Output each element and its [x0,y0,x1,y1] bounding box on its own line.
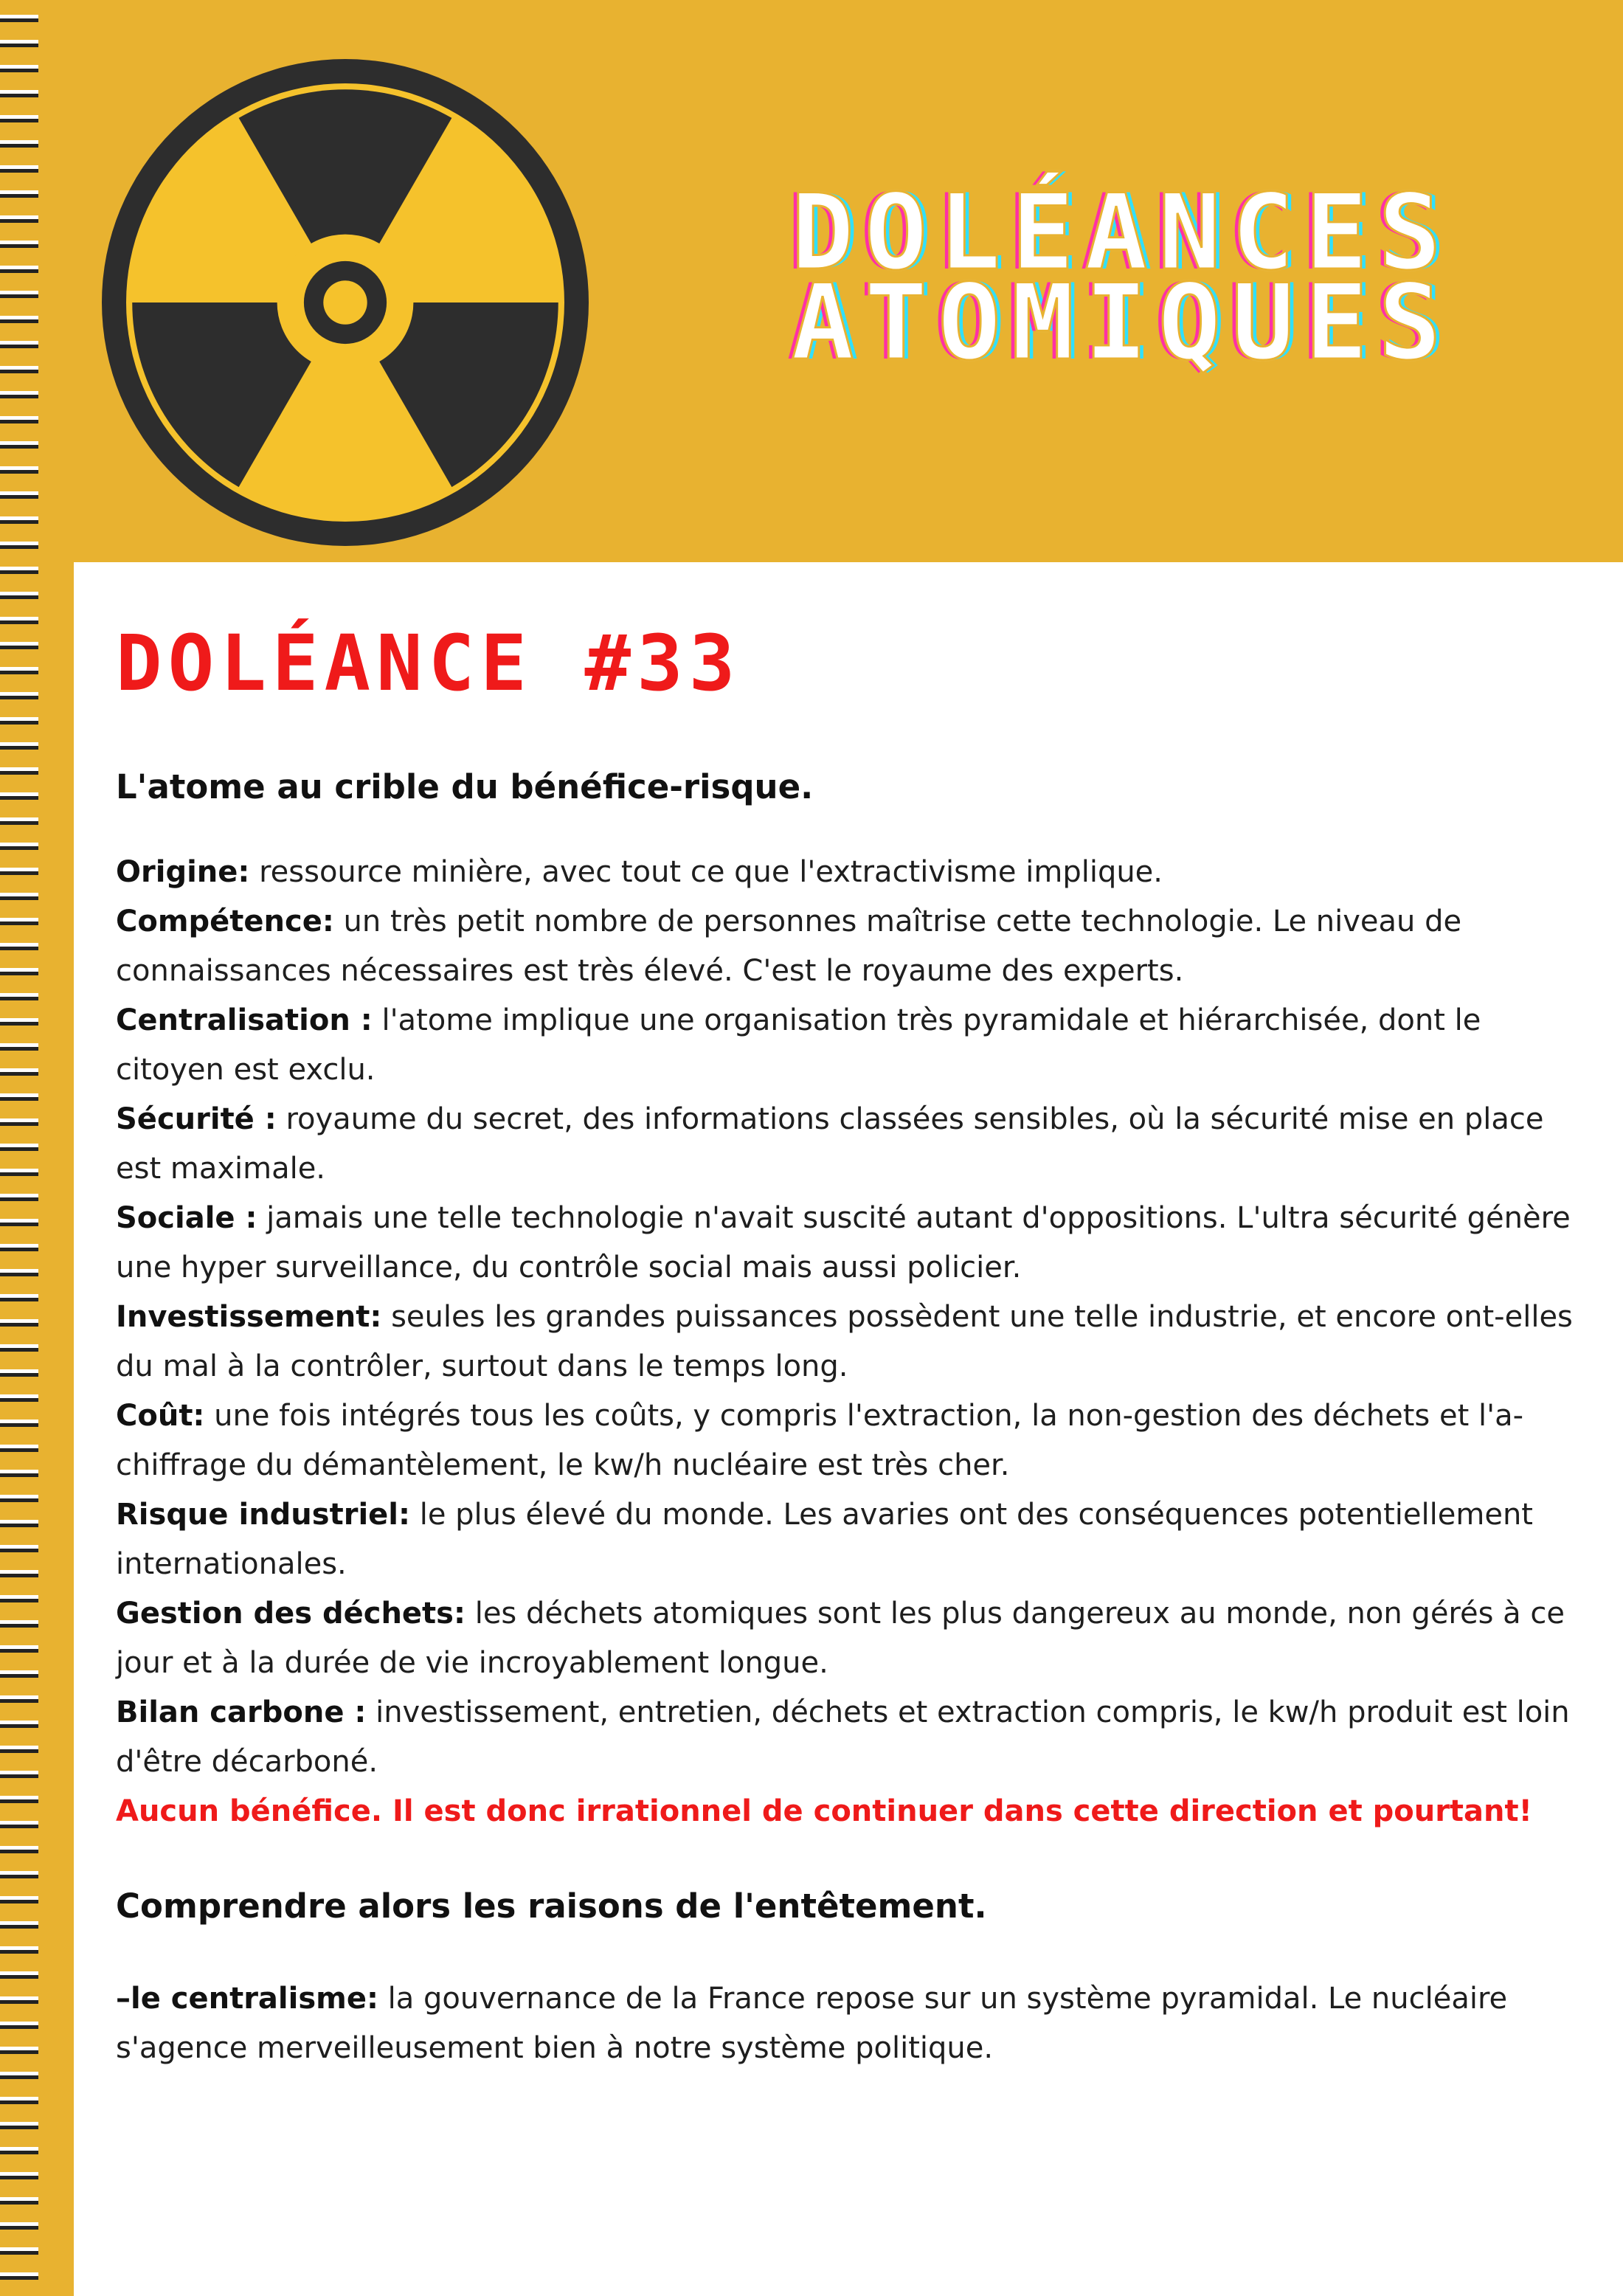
reason-centralisme [116,1974,1584,2073]
spiral-binding [0,0,74,2296]
item-competence [116,897,1584,996]
item-text: royaume du secret, des informations classées sensibles, où la sécurité mise en place est maximale. [116,1102,1544,1186]
item-text: ressource minière, avec tout ce que l'extractivisme implique. [249,855,1163,889]
item-label: Sociale : [116,1201,257,1235]
item-text: les déchets atomiques sont les plus dangereux au monde, non gérés à ce jour et à la durée de vie incroyablement longue. [116,1597,1565,1680]
item-securite [116,1095,1584,1194]
conclusion-text: Aucun bénéfice. Il est donc irrationnel de continuer dans cette direction et pourtant! [116,1794,1532,1828]
item-text: un très petit nombre de personnes maîtrise cette technologie. Le niveau de connaissances nécessaires est très élevé. C'est le royaume des experts. [116,905,1462,988]
item-risque-industriel [116,1490,1584,1589]
title-line-1: DOLÉANCES [791,172,1452,294]
item-label: Origine: [116,855,250,889]
item-label: Compétence: [116,905,334,938]
reason-text: la gouvernance de la France repose sur un système pyramidal. Le nucléaire s'agence merveilleusement bien à notre système politique. [116,1982,1508,2065]
item-text: jamais une telle technologie n'avait suscité autant d'oppositions. L'ultra sécurité génère une hyper surveillance, du contrôle social mais aussi policier. [116,1201,1571,1284]
item-sociale [116,1194,1584,1293]
item-text: l'atome implique une organisation très pyramidale et hiérarchisée, dont le citoyen est exclu. [116,1003,1481,1087]
radiation-icon [102,59,589,546]
item-centralisation [116,996,1584,1095]
doleance-content [116,767,1584,2073]
item-origine [116,848,1584,897]
item-text: investissement, entretien, déchets et extraction compris, le kw/h produit est loin d'être décarboné. [116,1695,1570,1779]
doleance-number-heading: DOLÉANCE #33 [116,618,741,708]
item-label: Bilan carbone : [116,1695,367,1729]
title-line-2: ATOMIQUES [791,262,1452,384]
item-text: une fois intégrés tous les coûts, y compris l'extraction, la non-gestion des déchets et l'a-chiffrage du démantèlement, le kw/h nucléaire est très cher. [116,1399,1524,1482]
item-text: seules les grandes puissances possèdent une telle industrie, et encore ont-elles du mal à la contrôler, surtout dans le temps long. [116,1300,1573,1383]
doleance-subtitle: L'atome au crible du bénéfice-risque. [116,767,814,806]
item-label: Sécurité : [116,1102,277,1136]
item-gestion-dechets [116,1589,1584,1688]
reason-label: –le centralisme: [116,1982,378,2016]
item-label: Gestion des déchets: [116,1597,466,1631]
item-bilan-carbone [116,1688,1584,1787]
item-text: le plus élevé du monde. Les avaries ont des conséquences potentiellement internationales. [116,1498,1533,1581]
item-label: Risque industriel: [116,1498,410,1532]
section-subtitle: Comprendre alors les raisons de l'entêtement. [116,1887,987,1926]
item-label: Coût: [116,1399,205,1433]
item-label: Investissement: [116,1300,382,1334]
item-label: Centralisation : [116,1003,373,1037]
item-investissement [116,1293,1584,1391]
page-title [657,172,1586,384]
item-cout [116,1391,1584,1490]
